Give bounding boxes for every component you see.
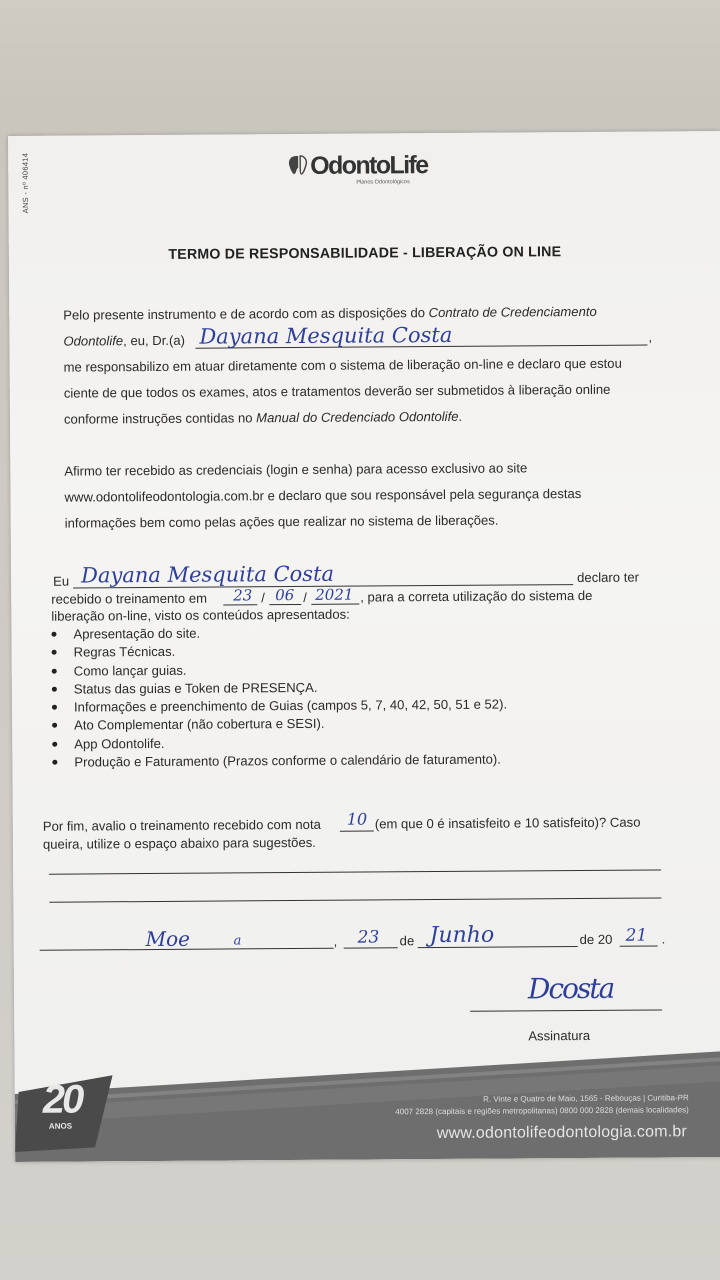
declaration-recebido: recebido o treinamento em bbox=[51, 590, 208, 607]
declaration-after-date: , para a correta utilização do sistema de bbox=[360, 587, 593, 605]
ans-registry-strip bbox=[14, 146, 36, 216]
evaluation-suffix: (em que 0 é insatisfeito e 10 satisfeito)? Caso bbox=[374, 814, 641, 832]
training-topics-list bbox=[51, 623, 507, 773]
date-slash-1: / bbox=[261, 590, 265, 606]
list-item: Regras Técnicas. bbox=[52, 641, 507, 662]
list-item: App Odontolife. bbox=[52, 732, 507, 753]
suggestion-line-2 bbox=[49, 897, 661, 902]
para2-line3: informações bem como pelas ações que realizar no sistema de liberações. bbox=[64, 512, 499, 531]
date-period: . bbox=[661, 931, 666, 947]
odontolife-logo bbox=[286, 145, 476, 186]
sign-day: 23 bbox=[357, 927, 380, 948]
city-handwritten-suffix: a bbox=[233, 933, 242, 949]
declaration-declaro-ter: declaro ter bbox=[577, 569, 640, 586]
city-handwritten: Moe bbox=[145, 926, 191, 952]
list-item: Informações e preenchimento de Guias (campos 5, 7, 40, 42, 50, 51 e 52). bbox=[52, 696, 507, 717]
para2-line1: Afirmo ter recebido as credenciais (login e senha) para acesso exclusivo ao site bbox=[64, 460, 528, 479]
para1-line2: Odontolife, eu, Dr.(a) bbox=[63, 332, 186, 349]
document-page bbox=[8, 131, 720, 1162]
logo-tagline: Planos Odontológicos bbox=[356, 179, 410, 186]
day-sign-line bbox=[344, 947, 398, 948]
place-comma: , bbox=[333, 933, 338, 949]
month-line bbox=[269, 604, 301, 605]
logo-wordmark: OdontoLife bbox=[310, 151, 428, 180]
ans-registry-label: ANS - nº 406414 bbox=[20, 152, 31, 214]
signature-scribble: Dcosta bbox=[527, 971, 614, 1006]
para1-line4: ciente de que todos os exames, atos e tratamentos deverão ser submetidos à liberação online bbox=[63, 381, 611, 401]
dentist-name-handwritten: Dayana Mesquita Costa bbox=[199, 322, 453, 349]
evaluation-prefix: Por fim, avalio o treinamento recebido com nota bbox=[42, 816, 321, 834]
signature-line bbox=[470, 1009, 662, 1011]
para2-line2: www.odontolifeodontologia.com.br e declaro que sou responsável pela segurança destas bbox=[64, 486, 582, 505]
de-2020: de 20 bbox=[579, 931, 613, 948]
declaration-eu: Eu bbox=[53, 573, 70, 589]
de-1: de bbox=[399, 933, 415, 949]
document-title: TERMO DE RESPONSABILIDADE - LIBERAÇÃO ON LINE bbox=[168, 244, 562, 263]
anniversary-anos: ANOS bbox=[48, 1121, 73, 1131]
list-item: Produção e Faturamento (Prazos conforme o calendário de faturamento). bbox=[52, 751, 507, 772]
footer-band bbox=[14, 1051, 720, 1162]
date-slash-2: / bbox=[303, 589, 307, 605]
training-year: 2021 bbox=[315, 585, 354, 604]
para1-line3: me responsabilizo em atuar diretamente com o sistema de liberação on-line e declaro que estou bbox=[63, 355, 622, 375]
footer-address: R. Vinte e Quatro de Maio, 1565 - Rebouças | Curitiba-PR bbox=[483, 1093, 689, 1104]
training-month: 06 bbox=[275, 586, 295, 605]
para1-line2-comma: , bbox=[648, 329, 653, 345]
training-score: 10 bbox=[346, 809, 368, 829]
day-line bbox=[223, 604, 257, 605]
training-day: 23 bbox=[233, 586, 253, 605]
suggestion-line-1 bbox=[49, 869, 661, 874]
signature-label: Assinatura bbox=[528, 1027, 591, 1044]
list-item: Como lançar guias. bbox=[52, 659, 507, 680]
sign-year: 21 bbox=[625, 925, 648, 946]
declarant-name-handwritten: Dayana Mesquita Costa bbox=[80, 561, 335, 588]
anniversary-years: 20 bbox=[42, 1077, 82, 1122]
footer-url: www.odontolifeodontologia.com.br bbox=[436, 1123, 688, 1143]
para1-line1: Pelo presente instrumento e de acordo com as disposições do Contrato de Credenciamento bbox=[63, 303, 597, 323]
tooth-logo-icon bbox=[286, 154, 310, 176]
list-item: Ato Complementar (não cobertura e SESI). bbox=[52, 714, 507, 735]
evaluation-line2: queira, utilize o espaço abaixo para sugestões. bbox=[42, 834, 316, 852]
sign-month-handwritten: Junho bbox=[429, 922, 495, 949]
declaration-line3: liberação on-line, visto os conteúdos apresentados: bbox=[51, 606, 350, 624]
list-item: Status das guias e Token de PRESENÇA. bbox=[52, 677, 507, 698]
footer-phones: 4007 2828 (capitais e regiões metropolitanas) 0800 000 2828 (demais localidades) bbox=[395, 1105, 689, 1117]
list-item: Apresentação do site. bbox=[51, 623, 506, 644]
para1-line5: conforme instruções contidas no Manual do Credenciado Odontolife. bbox=[63, 408, 463, 427]
score-line bbox=[340, 830, 374, 831]
